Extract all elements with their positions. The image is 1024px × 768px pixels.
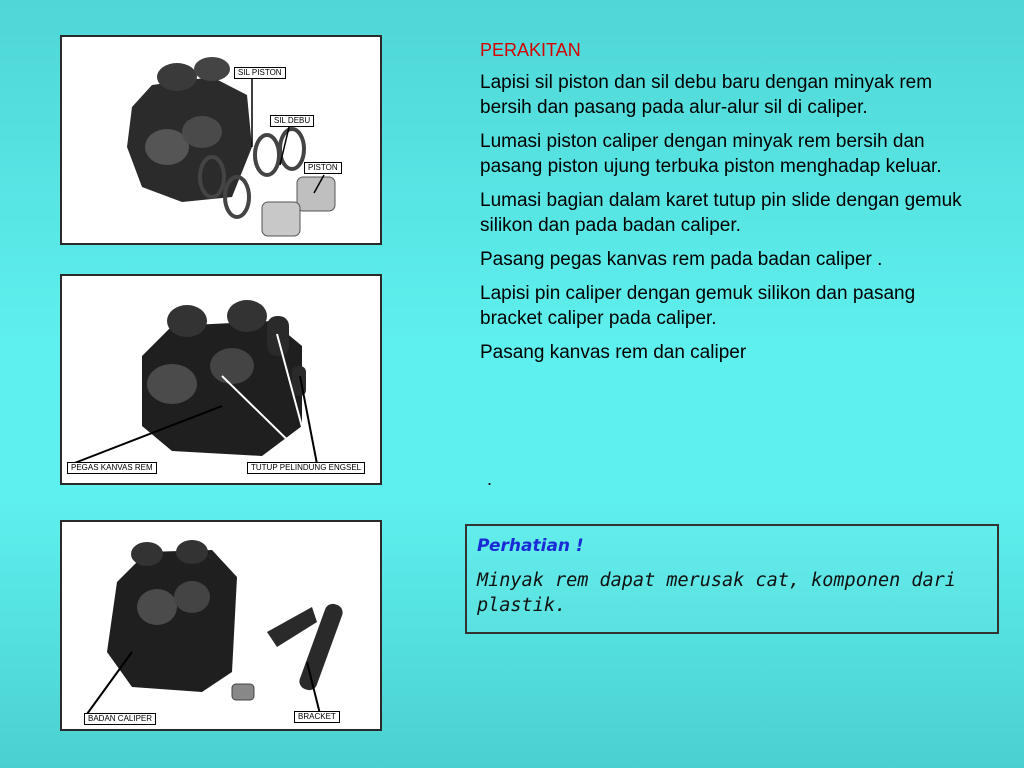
instruction-paragraph: Pasang kanvas rem dan caliper <box>480 342 747 363</box>
instruction-paragraph: Lapisi sil piston dan sil debu baru dengan minyak rem bersih dan pasang pada alur-alur sil di caliper. <box>480 72 933 118</box>
caliper-spring-figure <box>60 274 382 485</box>
warning-body: Minyak rem dapat merusak cat, komponen dari plastik. <box>477 570 956 616</box>
sil-debu-label: SIL DEBU <box>270 115 314 127</box>
pegas-kanvas-rem-label: PEGAS KANVAS REM <box>67 462 157 474</box>
tutup-pelindung-engsel-label: TUTUP PELINDUNG ENGSEL <box>247 462 365 474</box>
bracket-label: BRACKET <box>294 711 340 723</box>
section-heading: PERAKITAN <box>480 40 581 60</box>
warning-title: Perhatian ! <box>477 536 584 556</box>
piston-label: PISTON <box>304 162 342 174</box>
instruction-paragraph: Lumasi piston caliper dengan minyak rem bersih dan pasang piston ujung terbuka piston menghadap keluar. <box>480 131 942 177</box>
trailing-mark: . <box>487 469 493 489</box>
caliper-seals-figure <box>60 35 382 245</box>
caliper-bracket-figure <box>60 520 382 731</box>
warning-note-box <box>465 524 999 634</box>
caliper-spring-drawing <box>62 276 380 483</box>
caliper-seals-drawing <box>62 37 380 243</box>
instruction-paragraph: Lapisi pin caliper dengan gemuk silikon dan pasang bracket caliper pada caliper. <box>480 283 916 329</box>
instruction-paragraph: Lumasi bagian dalam karet tutup pin slide dengan gemuk silikon dan pada badan caliper. <box>480 190 962 236</box>
badan-caliper-label: BADAN CALIPER <box>84 713 156 725</box>
instruction-column <box>480 38 980 374</box>
caliper-bracket-drawing <box>62 522 380 729</box>
instruction-paragraph: Pasang pegas kanvas rem pada badan caliper . <box>480 249 883 270</box>
sil-piston-label: SIL PISTON <box>234 67 286 79</box>
